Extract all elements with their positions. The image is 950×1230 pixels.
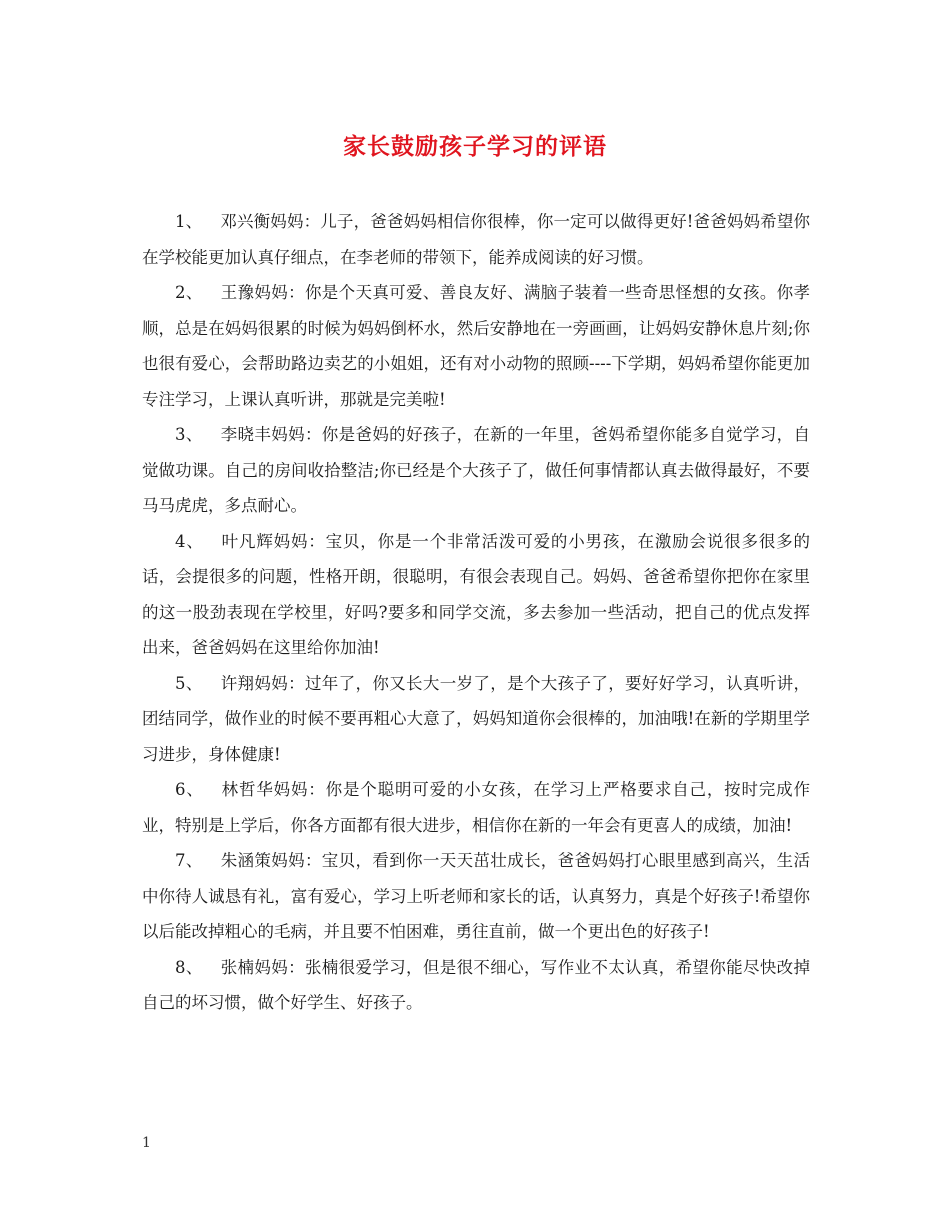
- item-text: 叶凡辉妈妈：宝贝，你是一个非常活泼可爱的小男孩，在激励会说很多很多的话，会提很多的问题，性格开朗，很聪明，有很会表现自己。妈妈、爸爸希望你把你在家里的这一股劲表现在学校里，好吗?要多和同学交流，多去参加一些活动，把自己的优点发挥出来，爸爸妈妈在这里给你加油!: [142, 531, 810, 657]
- item-text: 许翔妈妈：过年了，你又长大一岁了，是个大孩子了，要好好学习，认真听讲，团结同学，做作业的时候不要再粗心大意了，妈妈知道你会很棒的，加油哦!在新的学期里学习进步，身体健康!: [142, 673, 811, 764]
- item-number: 6、: [175, 780, 204, 799]
- comment-paragraph: [142, 417, 810, 524]
- item-text: 邓兴衡妈妈：儿子，爸爸妈妈相信你很棒，你一定可以做得更好!爸爸妈妈希望你在学校能更加认真仔细点，在李老师的带领下，能养成阅读的好习惯。: [142, 212, 811, 267]
- comment-paragraph: [142, 275, 810, 417]
- comment-paragraph: [142, 204, 810, 275]
- item-number: 7、: [175, 851, 203, 870]
- item-text: 张楠妈妈：张楠很爱学习，但是很不细心，写作业不太认真，希望你能尽快改掉自己的坏习惯，做个好学生、好孩子。: [142, 957, 811, 1012]
- document-body: [142, 204, 810, 1021]
- item-number: 2、: [175, 283, 203, 302]
- item-number: 5、: [175, 673, 203, 693]
- item-number: 1、: [175, 212, 203, 231]
- item-text: 朱涵策妈妈：宝贝，看到你一天天茁壮成长，爸爸妈妈打心眼里感到高兴，生活中你待人诚恳有礼，富有爱心，学习上听老师和家长的话，认真努力，真是个好孩子!希望你以后能改掉粗心的毛病，并且要不怕困难，勇往直前，做一个更出色的好孩子!: [142, 851, 811, 941]
- item-number: 4、: [175, 531, 204, 551]
- comment-paragraph: [142, 772, 810, 843]
- item-text: 王豫妈妈：你是个天真可爱、善良友好、满脑子装着一些奇思怪想的女孩。你孝顺，总是在妈妈很累的时候为妈妈倒杯水，然后安静地在一旁画画，让妈妈安静休息片刻;你也很有爱心，会帮助路边卖艺的小姐姐，还有对小动物的照顾----下学期，妈妈希望你能更加专注学习，上课认真听讲，那就是完美啦!: [142, 283, 811, 409]
- page-number: 1: [142, 1135, 151, 1151]
- comment-paragraph: [142, 524, 810, 666]
- item-text: 李晓丰妈妈：你是爸妈的好孩子，在新的一年里，爸妈希望你能多自觉学习，自觉做功课。自己的房间收拾整洁;你已经是个大孩子了，做任何事情都认真去做得最好，不要马马虎虎，多点耐心。: [142, 425, 811, 515]
- comment-paragraph: [142, 843, 810, 950]
- comment-paragraph: [142, 666, 810, 773]
- item-text: 林哲华妈妈：你是个聪明可爱的小女孩，在学习上严格要求自己，按时完成作业，特别是上学后，你各方面都有很大进步，相信你在新的一年会有更喜人的成绩，加油!: [142, 780, 810, 835]
- comment-paragraph: [142, 950, 810, 1021]
- item-number: 8、: [175, 957, 203, 977]
- item-number: 3、: [175, 425, 203, 444]
- document-title: 家长鼓励孩子学习的评语: [343, 133, 607, 160]
